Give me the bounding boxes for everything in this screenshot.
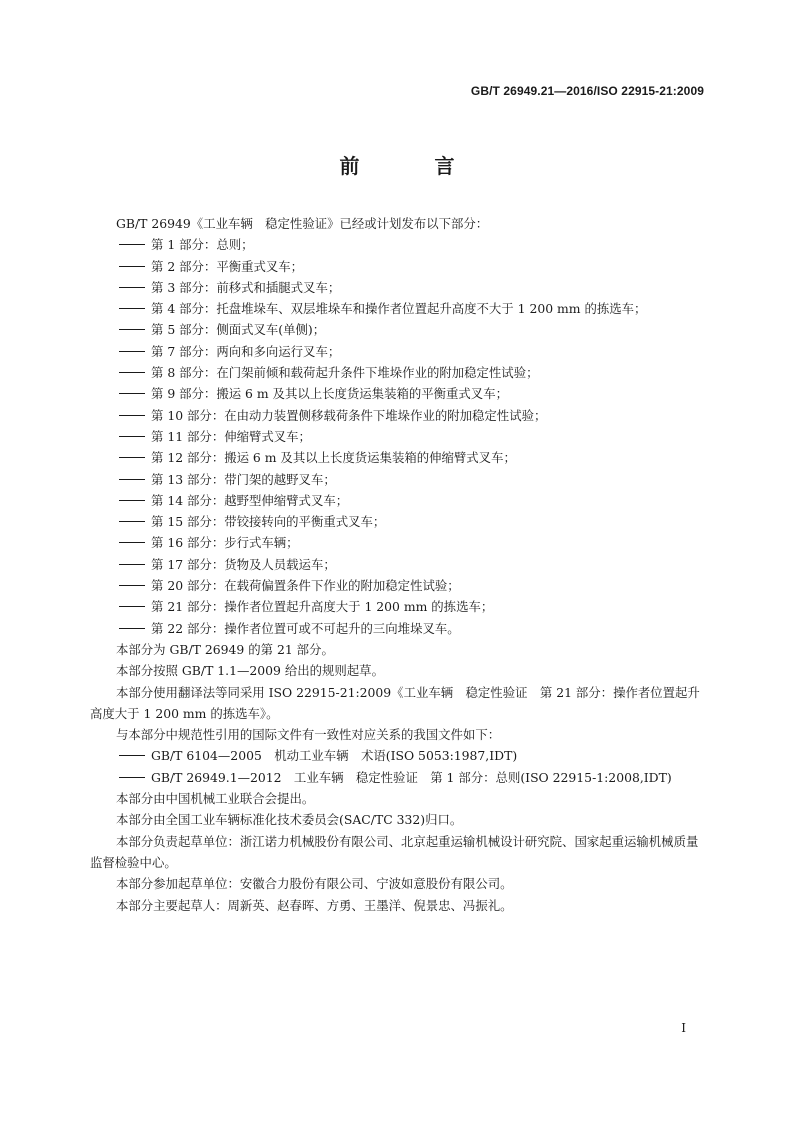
list-item-text: 第 14 部分：越野型伸缩臂式叉车；	[151, 492, 349, 508]
list-item	[90, 341, 706, 362]
drafting-rules-statement: 本部分按照 GB/T 1.1—2009 给出的规则起草。	[116, 663, 384, 679]
list-item	[90, 767, 706, 788]
list-item-text: 第 1 部分：总则；	[151, 237, 254, 253]
participating-units-statement: 本部分参加起草单位：安徽合力股份有限公司、宁波如意股份有限公司。	[116, 876, 513, 892]
list-item-text: 第 20 部分：在载荷偏置条件下作业的附加稳定性试验；	[151, 578, 460, 594]
normative-refs-intro: 与本部分中规范性引用的国际文件有一致性对应关系的我国文件如下：	[116, 727, 501, 743]
list-item-text: GB/T 6104—2005 机动工业车辆 术语(ISO 5053:1987,IDT)	[151, 748, 518, 764]
dash-mark	[119, 329, 145, 330]
list-item-text: 第 11 部分：伸缩臂式叉车；	[151, 428, 311, 444]
normative-refs-list	[90, 745, 706, 788]
dash-mark	[119, 372, 145, 373]
translation-statement: 本部分使用翻译法等同采用 ISO 22915-21:2009《工业车辆 稳定性验证 第 21 部分：操作者位置起升高度大于 1 200 mm 的拣选车》。	[90, 684, 700, 721]
list-item	[90, 319, 706, 340]
main-drafters-statement: 本部分主要起草人：周新英、赵春晖、方勇、王墨洋、倪景忠、冯振礼。	[116, 897, 513, 913]
list-item	[90, 618, 706, 639]
list-item-text: 第 21 部分：操作者位置起升高度大于 1 200 mm 的拣选车；	[151, 599, 494, 615]
list-item	[90, 447, 706, 468]
dash-mark	[119, 457, 145, 458]
part-of-statement: 本部分为 GB/T 26949 的第 21 部分。	[116, 641, 334, 657]
list-item-text: 第 12 部分：搬运 6 m 及其以上长度货运集装箱的伸缩臂式叉车；	[151, 450, 516, 466]
list-item	[90, 511, 706, 532]
page-title: 前 言	[339, 154, 489, 178]
list-item-text: 第 13 部分：带门架的越野叉车；	[151, 471, 336, 487]
list-item	[90, 277, 706, 298]
list-item	[90, 745, 706, 766]
list-item	[90, 490, 706, 511]
list-item	[90, 469, 706, 490]
foreword-body	[90, 213, 706, 916]
dash-mark	[119, 500, 145, 501]
list-item-text: 第 5 部分：侧面式叉车(单侧)；	[151, 322, 326, 338]
dash-mark	[119, 415, 145, 416]
dash-mark	[119, 564, 145, 565]
page-number: I	[681, 1021, 686, 1035]
list-item	[90, 256, 706, 277]
standard-code-header: GB/T 26949.21—2016/ISO 22915-21:2009	[470, 84, 704, 98]
list-item	[90, 383, 706, 404]
list-item-text: 第 2 部分：平衡重式叉车；	[151, 258, 304, 274]
main-drafting-units-statement: 本部分负责起草单位：浙江诺力机械股份有限公司、北京起重运输机械设计研究院、国家起重运输机械质量监督检验中心。	[90, 833, 699, 870]
list-item-text: 第 10 部分：在由动力装置侧移载荷条件下堆垛作业的附加稳定性试验；	[151, 407, 547, 423]
list-item	[90, 575, 706, 596]
dash-mark	[119, 436, 145, 437]
list-item-text: 第 8 部分：在门架前倾和载荷起升条件下堆垛作业的附加稳定性试验；	[151, 365, 539, 381]
dash-mark	[119, 521, 145, 522]
list-item-text: 第 9 部分：搬运 6 m 及其以上长度货运集装箱的平衡重式叉车；	[151, 386, 508, 402]
dash-mark	[119, 393, 145, 394]
dash-mark	[119, 606, 145, 607]
managed-by-statement: 本部分由全国工业车辆标准化技术委员会(SAC/TC 332)归口。	[116, 812, 463, 828]
dash-mark	[119, 244, 145, 245]
list-item	[90, 596, 706, 617]
list-item	[90, 532, 706, 553]
intro-paragraph: GB/T 26949《工业车辆 稳定性验证》已经或计划发布以下部分：	[116, 216, 489, 231]
dash-mark	[119, 266, 145, 267]
list-item	[90, 234, 706, 255]
list-item-text: 第 15 部分：带铰接转向的平衡重式叉车；	[151, 514, 386, 530]
dash-mark	[119, 542, 145, 543]
list-item-text: 第 4 部分：托盘堆垛车、双层堆垛车和操作者位置起升高度不大于 1 200 mm 的拣选车；	[151, 301, 647, 317]
dash-mark	[119, 308, 145, 309]
dash-mark	[119, 777, 145, 778]
dash-mark	[119, 585, 145, 586]
list-item-text: 第 16 部分：步行式车辆；	[151, 535, 299, 551]
proposed-by-statement: 本部分由中国机械工业联合会提出。	[116, 791, 315, 807]
dash-mark	[119, 351, 145, 352]
list-item-text: GB/T 26949.1—2012 工业车辆 稳定性验证 第 1 部分：总则(ISO 22915-1:2008,IDT)	[151, 769, 672, 785]
dash-mark	[119, 628, 145, 629]
list-item-text: 第 17 部分：货物及人员载运车；	[151, 556, 336, 572]
list-item	[90, 426, 706, 447]
list-item-text: 第 3 部分：前移式和插腿式叉车；	[151, 279, 341, 295]
list-item-text: 第 22 部分：操作者位置可或不可起升的三向堆垛叉车。	[151, 620, 460, 636]
dash-mark	[119, 479, 145, 480]
list-item	[90, 362, 706, 383]
list-item	[90, 405, 706, 426]
parts-list	[90, 234, 706, 639]
dash-mark	[119, 755, 145, 756]
dash-mark	[119, 287, 145, 288]
list-item	[90, 298, 706, 319]
list-item-text: 第 7 部分：两向和多向运行叉车；	[151, 343, 341, 359]
list-item	[90, 554, 706, 575]
